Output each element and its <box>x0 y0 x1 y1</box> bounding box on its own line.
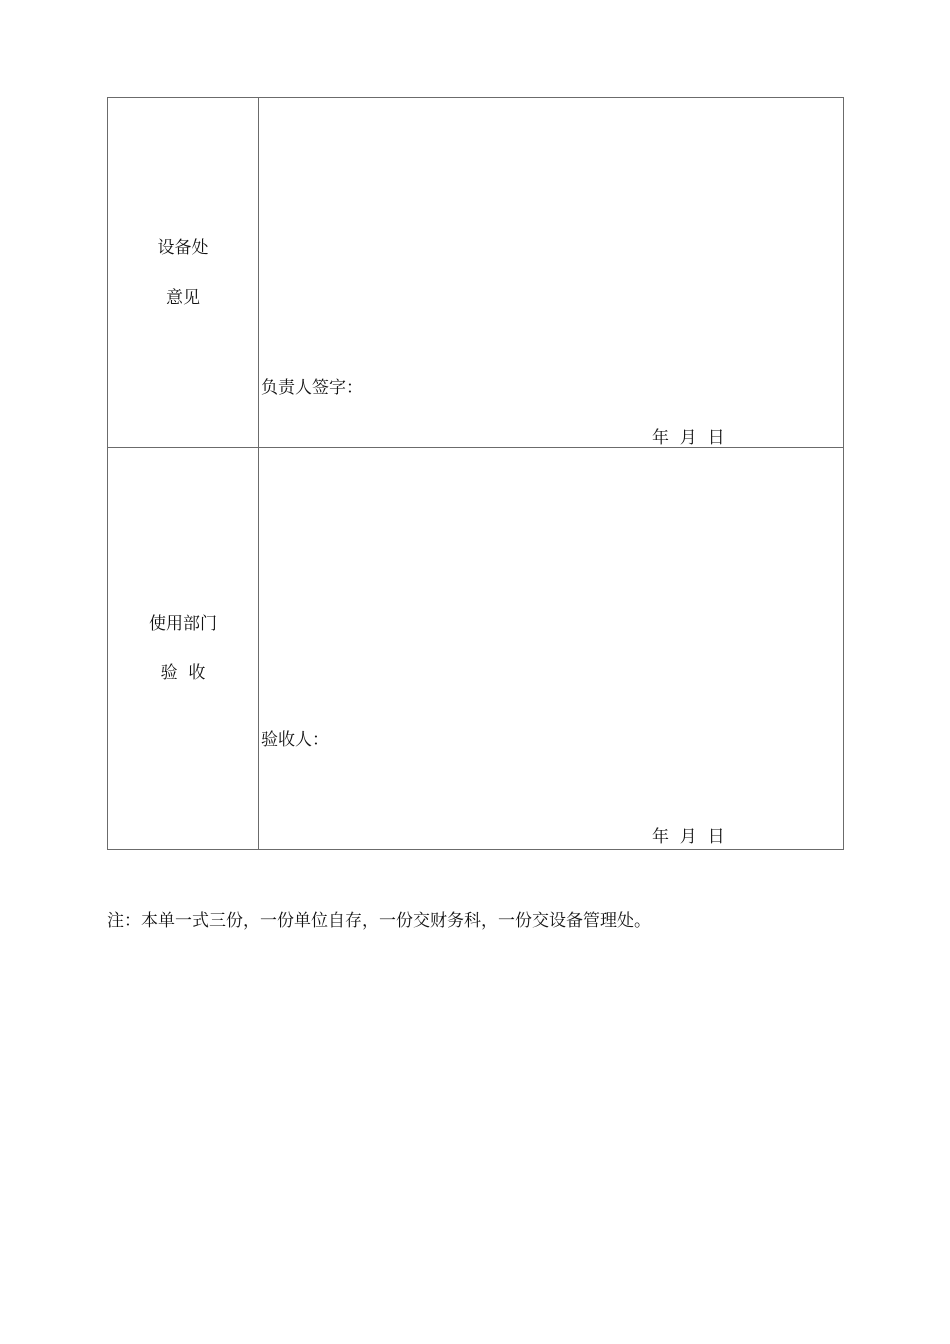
footnote: 注：本单一式三份，一份单位自存，一份交财务科，一份交设备管理处。 <box>107 911 651 931</box>
equipment-office-opinion-row <box>108 98 843 448</box>
equipment-office-label-cell <box>108 98 259 447</box>
equipment-office-opinion-field[interactable] <box>259 98 843 447</box>
department-acceptance-row <box>108 448 843 849</box>
acceptance-label: 验 收 <box>160 663 206 683</box>
department-acceptance-field[interactable] <box>259 448 843 849</box>
date-label: 年 月 日 <box>652 428 725 448</box>
equipment-office-label: 设备处 <box>157 238 209 258</box>
acceptance-form-table <box>107 97 844 850</box>
acceptor-signature-label: 验收人： <box>261 730 329 750</box>
using-department-label: 使用部门 <box>149 614 217 634</box>
department-label-cell <box>108 448 259 849</box>
opinion-label: 意见 <box>166 288 200 308</box>
date-label: 年 月 日 <box>652 827 725 847</box>
responsible-person-signature-label: 负责人签字： <box>261 378 363 398</box>
